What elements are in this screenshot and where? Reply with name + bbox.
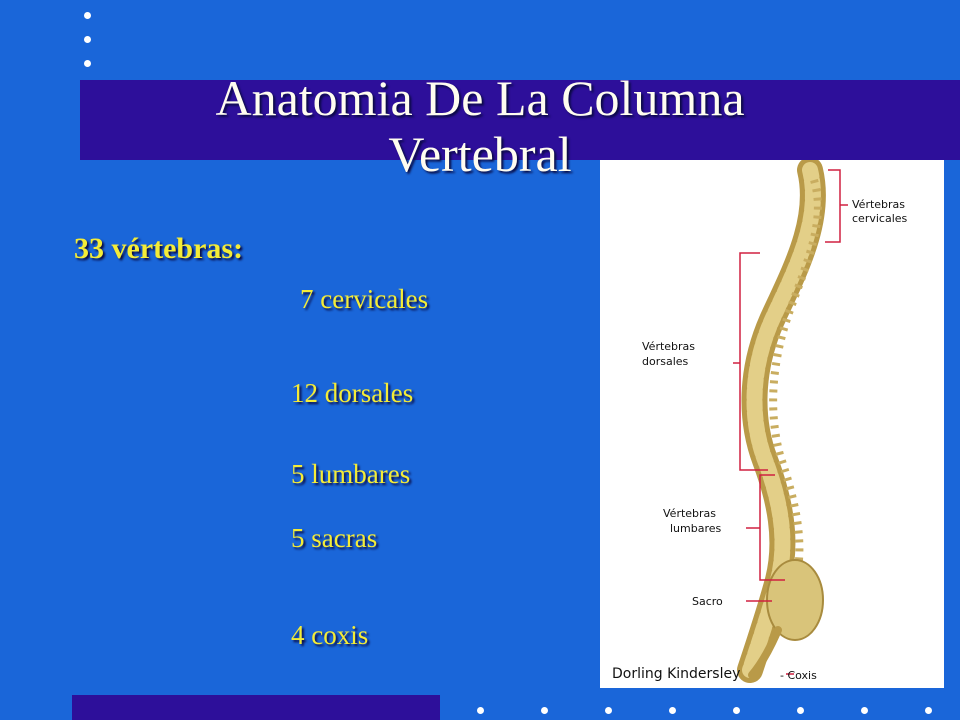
decor-dot <box>541 707 548 714</box>
decor-dot <box>605 707 612 714</box>
label-dorsal-1: Vértebras <box>642 340 696 353</box>
decor-dot <box>733 707 740 714</box>
decor-dot <box>797 707 804 714</box>
label-lumbar-2: lumbares <box>670 522 722 535</box>
decor-dot <box>84 60 91 67</box>
label-cervical-1: Vértebras <box>852 198 906 211</box>
list-item-dorsales: 12 dorsales <box>291 378 414 408</box>
bottom-band <box>72 695 440 720</box>
decor-dot <box>84 12 91 19</box>
label-cervical-2: cervicales <box>852 212 908 225</box>
label-dorsal-2: dorsales <box>642 355 689 368</box>
label-sacro: Sacro <box>692 595 723 608</box>
figure-credit: Dorling Kindersley <box>612 666 741 682</box>
spine-illustration <box>600 160 944 688</box>
label-coxis: - Coxis <box>780 669 817 682</box>
decor-dot <box>861 707 868 714</box>
decor-dot <box>477 707 484 714</box>
title-line-2: Vertebral <box>388 126 572 182</box>
list-item-sacras: 5 sacras <box>291 523 378 553</box>
decor-dot <box>669 707 676 714</box>
list-item-lumbares: 5 lumbares <box>291 459 411 489</box>
decor-dot <box>84 36 91 43</box>
list-item-coxis: 4 coxis <box>291 620 369 650</box>
title-line-1: Anatomia De La Columna <box>215 70 745 126</box>
list-item-cervicales: 7 cervicales <box>300 284 429 314</box>
label-lumbar-1: Vértebras <box>663 507 717 520</box>
spine-icon <box>750 170 823 675</box>
decor-dot <box>925 707 932 714</box>
vertebrae-count-heading: 33 vértebras: <box>74 232 244 265</box>
spine-figure <box>600 160 944 688</box>
